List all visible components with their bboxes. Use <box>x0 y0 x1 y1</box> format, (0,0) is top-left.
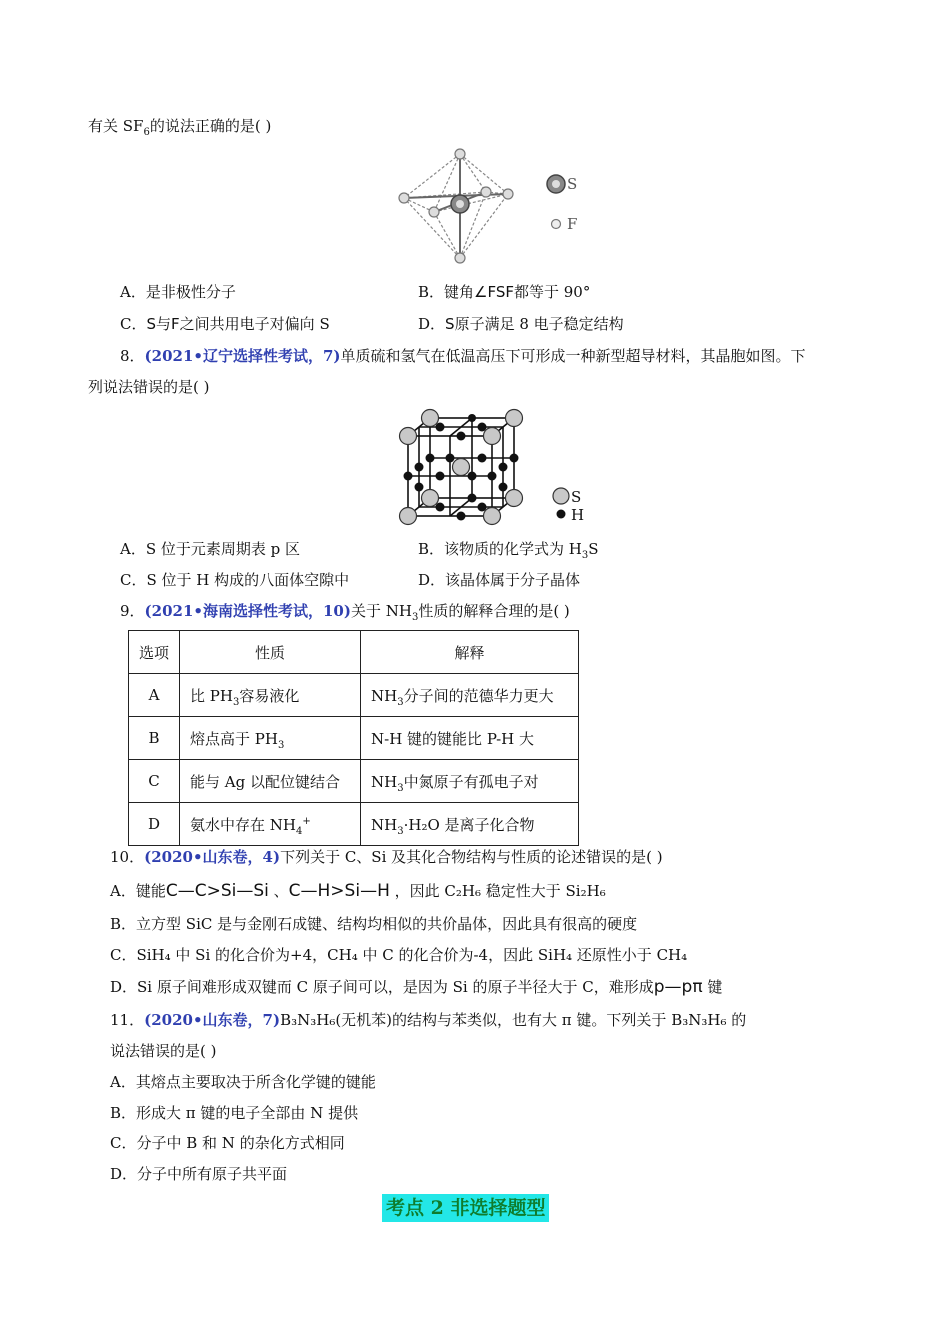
q8-option-d[interactable]: D．该晶体属于分子晶体 <box>418 571 581 589</box>
row-property: 比 $PH_3$容易液化 <box>180 674 361 717</box>
section-heading: 考点 2 非选择题型 <box>382 1194 549 1222</box>
table-row[interactable] <box>129 674 579 717</box>
table-header-row <box>129 631 579 674</box>
row-explanation: N-H 键的键能比 P-H 大 <box>361 717 579 760</box>
header-option: 选项 <box>129 631 180 674</box>
q11-option-b[interactable]: B．形成大 π 键的电子全部由 N 提供 <box>110 1104 359 1122</box>
table-row[interactable] <box>129 803 579 846</box>
row-property: 能与 Ag 以配位键结合 <box>180 760 361 803</box>
q11-stem: 11．(2020•山东卷，7)B₃N₃H₆(无机苯)的结构与苯类似，也有大 π 键。下列关于 B₃N₃H₆ 的 <box>110 1011 747 1029</box>
h3s-unit-cell-figure <box>396 404 596 530</box>
q8-stem-cont: 列说法错误的是( ) <box>88 378 210 396</box>
q11-option-d[interactable]: D．分子中所有原子共平面 <box>110 1165 288 1183</box>
q10-option-a[interactable]: A．键能C—C>Si—Si 、C—H>Si—H ，因此 C₂H₆ 稳定性大于 Si₂H₆ <box>110 881 606 901</box>
q7-option-d[interactable]: D．S原子满足 8 电子稳定结构 <box>418 315 624 333</box>
q11-option-a[interactable]: A．其熔点主要取决于所含化学键的键能 <box>110 1073 376 1091</box>
q9-table <box>128 630 579 846</box>
header-property: 性质 <box>180 631 361 674</box>
q10-stem: 10．(2020•山东卷，4)下列关于 C、Si 及其化合物结构与性质的论述错误的是( ) <box>110 848 663 866</box>
row-option: B <box>129 717 180 760</box>
row-property: 熔点高于 $PH_3$ <box>180 717 361 760</box>
table-row[interactable] <box>129 717 579 760</box>
row-option: A <box>129 674 180 717</box>
sf6-legend-f: F <box>567 215 578 233</box>
header-explanation: 解释 <box>361 631 579 674</box>
sf6-octahedron-figure <box>390 140 610 270</box>
row-option: C <box>129 760 180 803</box>
row-explanation: $NH_3\cdot H_2O$ 是离子化合物 <box>361 803 579 846</box>
q11-stem-cont: 说法错误的是( ) <box>110 1042 217 1060</box>
q8-option-b[interactable]: B．该物质的化学式为 $H_3S$ <box>418 540 599 561</box>
table-row[interactable] <box>129 760 579 803</box>
row-explanation: $NH_3$中氮原子有孤电子对 <box>361 760 579 803</box>
q7-option-c[interactable]: C．S与F之间共用电子对偏向 S <box>120 315 330 333</box>
q10-option-d[interactable]: D．Si 原子间难形成双键而 C 原子间可以，是因为 Si 的原子半径大于 C，难形成p—pπ 键 <box>110 977 723 997</box>
q8-option-a[interactable]: A．S 位于元素周期表 p 区 <box>120 540 301 558</box>
q10-option-b[interactable]: B．立方型 SiC 是与金刚石成键、结构均相似的共价晶体，因此具有很高的硬度 <box>110 915 638 933</box>
h3s-legend-s: S <box>571 488 582 506</box>
q10-option-c[interactable]: C．SiH₄ 中 Si 的化合价为+4，CH₄ 中 C 的化合价为-4，因此 SiH₄ 还原性小于 CH₄ <box>110 946 688 964</box>
q9-stem: 9．(2021•海南选择性考试，10)关于 $NH_3$性质的解释合理的是( ) <box>120 602 570 623</box>
row-explanation: $NH_3$分子间的范德华力更大 <box>361 674 579 717</box>
q8-stem: 8．(2021•辽宁选择性考试，7)单质硫和氢气在低温高压下可形成一种新型超导材料，其晶胞如图。下 <box>120 347 806 365</box>
row-property: 氨水中存在 $NH_4^+$ <box>180 803 361 846</box>
row-option: D <box>129 803 180 846</box>
q7-stem: 有关 $SF_6$的说法正确的是( ) <box>88 117 272 138</box>
q7-option-b[interactable]: B．键角∠FSF都等于 90° <box>418 283 591 301</box>
q7-option-a[interactable]: A．是非极性分子 <box>120 283 236 301</box>
q11-option-c[interactable]: C．分子中 B 和 N 的杂化方式相同 <box>110 1134 345 1152</box>
h3s-legend-h: H <box>571 506 585 524</box>
q8-option-c[interactable]: C．S 位于 H 构成的八面体空隙中 <box>120 571 350 589</box>
sf6-legend-s: S <box>567 175 578 193</box>
